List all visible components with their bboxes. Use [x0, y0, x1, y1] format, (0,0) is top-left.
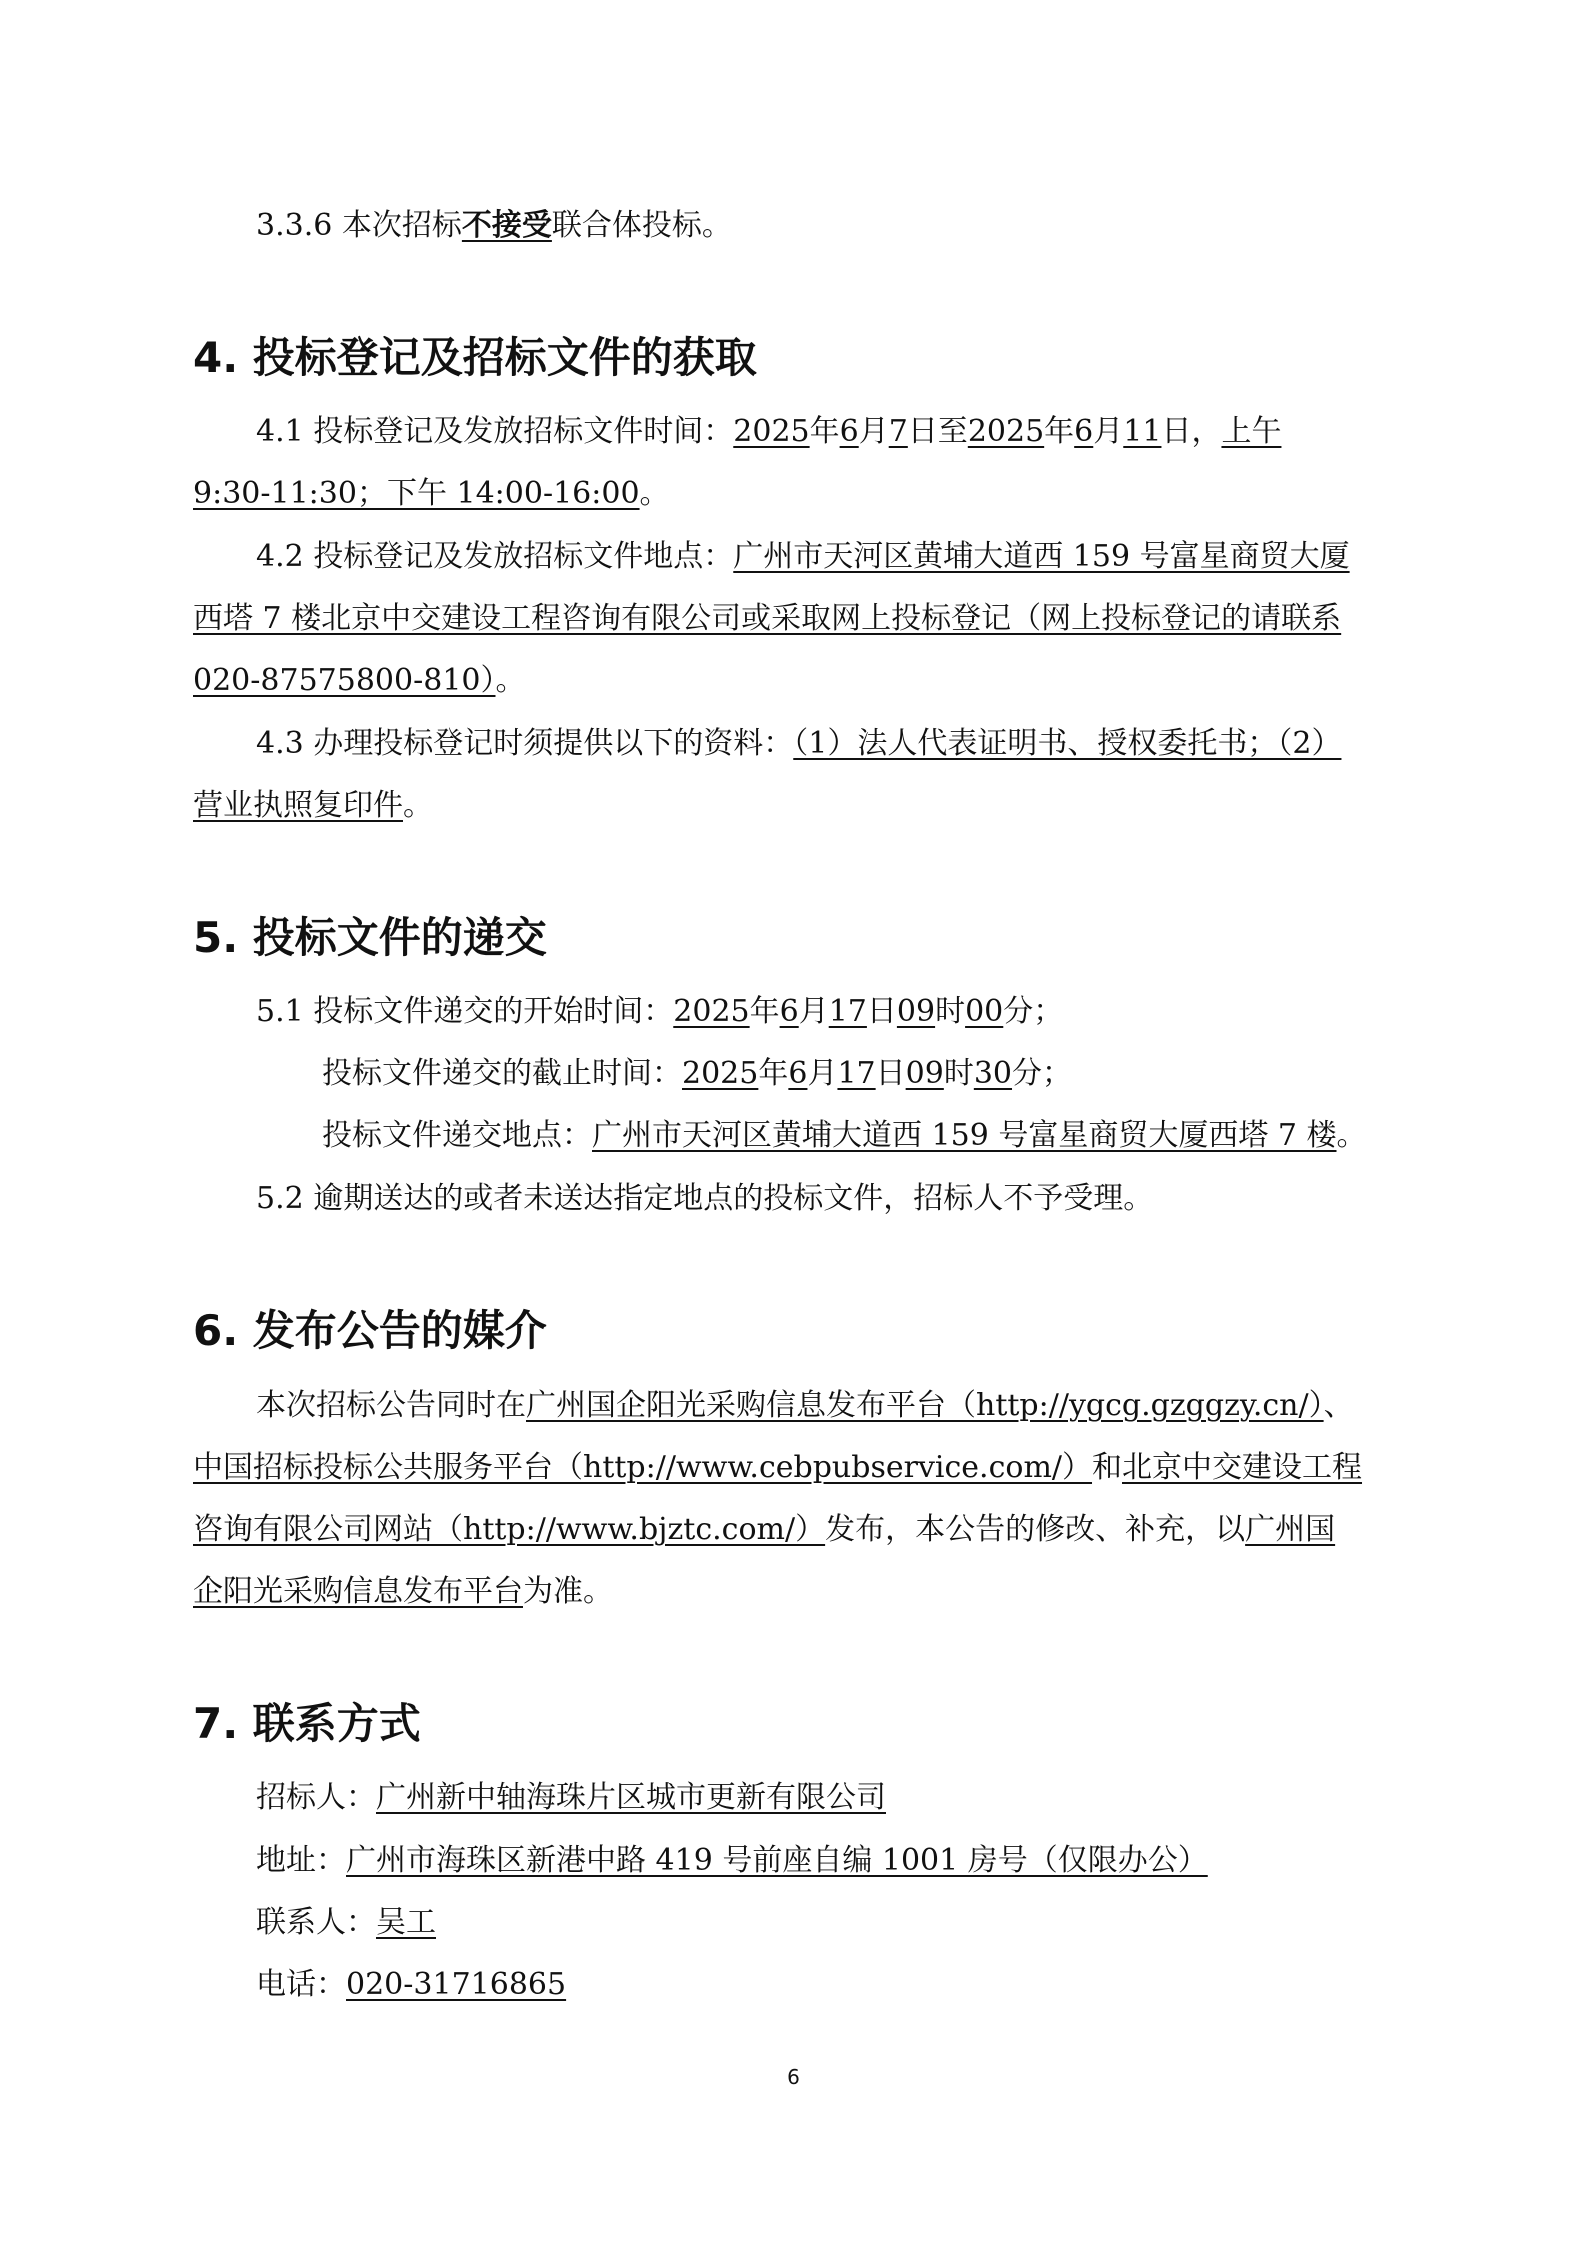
- address-value: 广州市海珠区新港中路 419 号前座自编 1001 房号（仅限办公）: [346, 1843, 1208, 1878]
- date-unit: 日，: [1161, 414, 1222, 449]
- clause-4-3-line-2: [193, 784, 1408, 828]
- clause-number: 4.1: [256, 414, 304, 449]
- paragraph-text: 本次招标公告同时在: [256, 1388, 526, 1423]
- date-unit: 月: [1093, 414, 1124, 449]
- date-unit: 日至: [907, 414, 968, 449]
- phone-text: 020-87575800-810）: [193, 663, 496, 698]
- clause-5-1-deadline: [322, 1052, 1537, 1096]
- clause-4-2-line-2: [193, 597, 1408, 641]
- contact-name: 吴工: [376, 1905, 436, 1940]
- clause-label: 投标文件递交的截止时间：: [322, 1056, 682, 1091]
- date-month: 6: [1074, 414, 1094, 449]
- section-5-heading: 5. 投标文件的递交: [193, 913, 547, 962]
- clause-3-3-6: [256, 204, 1471, 248]
- time-hour: 09: [896, 994, 936, 1029]
- date-month: 6: [839, 414, 859, 449]
- clause-label: 办理投标登记时须提供以下的资料：: [313, 726, 794, 761]
- date-day: 17: [837, 1056, 876, 1091]
- clause-label: 投标登记及发放招标文件地点：: [313, 539, 734, 574]
- date-month: 6: [779, 994, 799, 1029]
- clause-5-2: [256, 1177, 1471, 1221]
- platform-name: 广州国: [1245, 1512, 1336, 1547]
- tenderer-name: 广州新中轴海珠片区城市更新有限公司: [376, 1780, 886, 1815]
- clause-number: 5.2: [256, 1181, 304, 1216]
- time-morning: 上午: [1221, 414, 1282, 449]
- emphasis-not-accepted: 不接受: [461, 208, 552, 243]
- time-minute: 00: [965, 994, 1004, 1029]
- clause-label: 投标文件递交地点：: [322, 1118, 592, 1153]
- date-month: 6: [788, 1056, 808, 1091]
- date-unit: 年: [749, 994, 780, 1029]
- date-unit: 时: [935, 994, 966, 1029]
- punctuation: 。: [639, 476, 670, 511]
- clause-text: 逾期送达的或者未送达指定地点的投标文件，招标人不予受理。: [313, 1181, 1154, 1216]
- paragraph-text: 为准。: [523, 1574, 613, 1609]
- date-unit: 分；: [1012, 1056, 1073, 1091]
- contact-address: [256, 1839, 1471, 1883]
- date-unit: 月: [798, 994, 829, 1029]
- punctuation: 、: [1323, 1388, 1354, 1423]
- clause-number: 3.3.6: [256, 208, 333, 243]
- section-6-heading: 6. 发布公告的媒介: [193, 1306, 547, 1355]
- clause-5-1-place: [322, 1114, 1537, 1158]
- date-year: 2025: [673, 994, 750, 1029]
- clause-number: 5.1: [256, 994, 304, 1029]
- time-range: 9:30-11:30；下午 14:00-16:00: [193, 476, 640, 511]
- clause-label: 投标文件递交的开始时间：: [313, 994, 674, 1029]
- field-label: 联系人：: [256, 1905, 376, 1940]
- clause-text: 本次招标: [341, 208, 462, 243]
- address-text: 广州市天河区黄埔大道西 159 号富星商贸大厦: [733, 539, 1350, 574]
- date-year: 2025: [733, 414, 810, 449]
- clause-4-2-line-1: [256, 535, 1471, 579]
- contact-tenderer: [256, 1776, 1471, 1820]
- date-unit: 分；: [1003, 994, 1064, 1029]
- section-7-heading: 7. 联系方式: [193, 1699, 421, 1748]
- time-minute: 30: [973, 1056, 1013, 1091]
- date-unit: 年: [758, 1056, 789, 1091]
- clause-4-3-line-1: [256, 722, 1471, 766]
- section-6-line-3: [193, 1508, 1408, 1552]
- contact-person: [256, 1901, 1471, 1945]
- address-text: 西塔 7 楼北京中交建设工程咨询有限公司或采取网上投标登记（网上投标登记的请联系: [193, 601, 1342, 636]
- section-6-line-1: [256, 1384, 1471, 1428]
- contact-phone: [256, 1963, 1471, 2007]
- clause-4-1-line-2: [193, 472, 1408, 516]
- date-unit: 时: [943, 1056, 974, 1091]
- clause-4-1-line-1: [256, 410, 1406, 454]
- clause-5-1-start: [256, 990, 1471, 1034]
- paragraph-text: 发布，本公告的修改、补充，以: [825, 1512, 1246, 1547]
- paragraph-text: 和: [1092, 1450, 1123, 1485]
- section-4-heading: 4. 投标登记及招标文件的获取: [193, 333, 757, 382]
- date-day: 11: [1123, 414, 1162, 449]
- clause-4-2-line-3: [193, 659, 1408, 703]
- date-unit: 日: [875, 1056, 906, 1091]
- platform-link-gzggzy: 广州国企阳光采购信息发布平台（http://ygcg.gzggzy.cn/）: [526, 1388, 1324, 1423]
- field-label: 招标人：: [256, 1780, 376, 1815]
- date-day: 7: [888, 414, 908, 449]
- materials-list: 营业执照复印件: [193, 788, 403, 823]
- section-6-line-4: [193, 1570, 1408, 1614]
- date-year: 2025: [682, 1056, 759, 1091]
- phone-value: 020-31716865: [346, 1967, 567, 2002]
- company-name: 北京中交建设工程: [1122, 1450, 1363, 1485]
- field-label: 电话：: [256, 1967, 346, 2002]
- punctuation: 。: [1336, 1118, 1367, 1153]
- punctuation: 。: [403, 788, 433, 823]
- platform-link-cebpubservice: 中国招标投标公共服务平台（http://www.cebpubservice.com/）: [193, 1450, 1093, 1485]
- platform-link-bjztc: 咨询有限公司网站（http://www.bjztc.com/）: [193, 1512, 826, 1547]
- clause-number: 4.3: [256, 726, 304, 761]
- field-label: 地址：: [256, 1843, 346, 1878]
- date-unit: 年: [1044, 414, 1075, 449]
- materials-list: （1）法人代表证明书、授权委托书；（2）: [793, 726, 1342, 761]
- clause-label: 投标登记及发放招标文件时间：: [313, 414, 734, 449]
- date-unit: 月: [807, 1056, 838, 1091]
- page-number: 6: [787, 2065, 800, 2089]
- time-hour: 09: [905, 1056, 944, 1091]
- clause-number: 4.2: [256, 539, 304, 574]
- section-6-line-2: [193, 1446, 1408, 1490]
- date-unit: 日: [866, 994, 897, 1029]
- date-day: 17: [828, 994, 867, 1029]
- clause-text: 联合体投标。: [551, 208, 732, 243]
- date-unit: 年: [809, 414, 840, 449]
- punctuation: 。: [495, 663, 526, 698]
- date-year: 2025: [967, 414, 1045, 449]
- date-unit: 月: [858, 414, 889, 449]
- address-text: 广州市天河区黄埔大道西 159 号富星商贸大厦西塔 7 楼: [592, 1118, 1337, 1153]
- platform-name: 企阳光采购信息发布平台: [193, 1574, 523, 1609]
